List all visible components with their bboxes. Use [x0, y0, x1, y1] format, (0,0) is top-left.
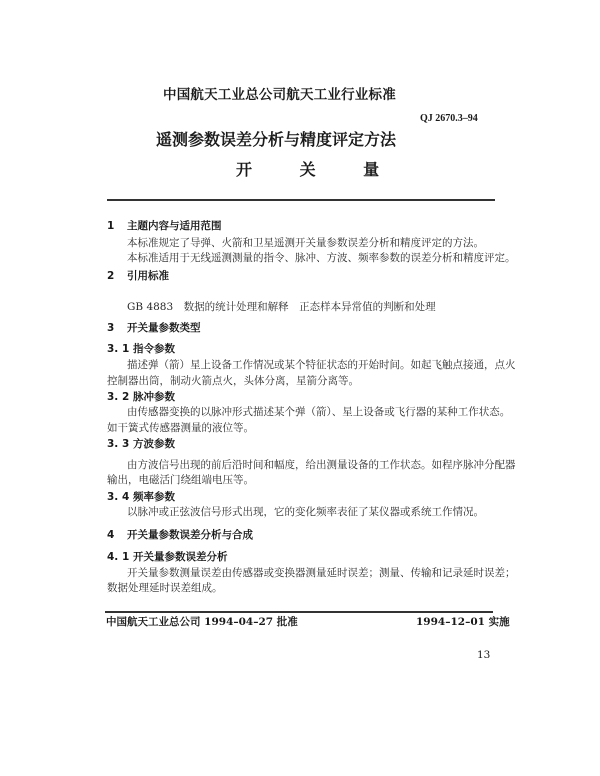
implementation-date: 1994–12–01 实施: [416, 616, 510, 628]
section-heading-3-1: 3. 1 指令参数: [107, 343, 175, 355]
section-heading-1: 1 主题内容与适用范围: [107, 220, 222, 232]
footer-divider: [105, 611, 493, 613]
reference-standard: GB 4883 数据的统计处理和解释 正态样本异常值的判断和处理: [127, 301, 436, 313]
section-heading-3-4: 3. 4 频率参数: [107, 491, 175, 503]
paragraph: 开关量参数测量误差由传感器或变换器测量延时误差；测量、传输和记录延时误差；: [127, 567, 516, 579]
document-subtitle: 开 关 量: [236, 160, 394, 179]
paragraph: 由方波信号出现的前后沿时间和幅度，给出测量设备的工作状态。如程序脉冲分配器: [127, 459, 516, 471]
paragraph: 由传感器变换的以脉冲形式描述某个弹（箭）、星上设备或飞行器的某种工作状态。: [127, 406, 511, 418]
document-title: 遥测参数误差分析与精度评定方法: [156, 130, 397, 149]
section-heading-3-2: 3. 2 脉冲参数: [107, 391, 175, 403]
paragraph: 本标准规定了导弹、火箭和卫星遥测开关量参数误差分析和精度评定的方法。: [127, 237, 484, 249]
section-heading-4: 4 开关量参数误差分析与合成: [107, 529, 253, 541]
paragraph-continuation: 输出，电磁活门绕组端电压等。: [107, 474, 254, 486]
paragraph: 描述弹（箭）星上设备工作情况或某个特征状态的开始时间。如起飞触点接通，点火: [127, 359, 516, 371]
section-heading-2: 2 引用标准: [107, 270, 169, 282]
header-divider: [107, 199, 495, 201]
section-heading-3-3: 3. 3 方波参数: [107, 438, 175, 450]
approval-info: 中国航天工业总公司 1994–04–27 批准: [106, 616, 298, 628]
section-heading-3: 3 开关量参数类型: [107, 322, 201, 334]
issuing-organization: 中国航天工业总公司航天工业行业标准: [163, 87, 396, 103]
paragraph-continuation: 如干簧式传感器测量的液位等。: [107, 422, 254, 434]
section-heading-4-1: 4. 1 开关量参数误差分析: [107, 551, 228, 563]
page-number: 13: [477, 649, 491, 661]
paragraph: 以脉冲或正弦波信号形式出现，它的变化频率表征了某仪器或系统工作情况。: [127, 506, 484, 518]
paragraph: 本标准适用于无线遥测测量的指令、脉冲、方波、频率参数的误差分析和精度评定。: [127, 252, 516, 264]
paragraph-continuation: 控制器出筒，制动火箭点火，头体分离，星箭分离等。: [107, 375, 359, 387]
standard-code: QJ 2670.3–94: [420, 113, 478, 124]
paragraph-continuation: 数据处理延时误差组成。: [107, 582, 223, 594]
